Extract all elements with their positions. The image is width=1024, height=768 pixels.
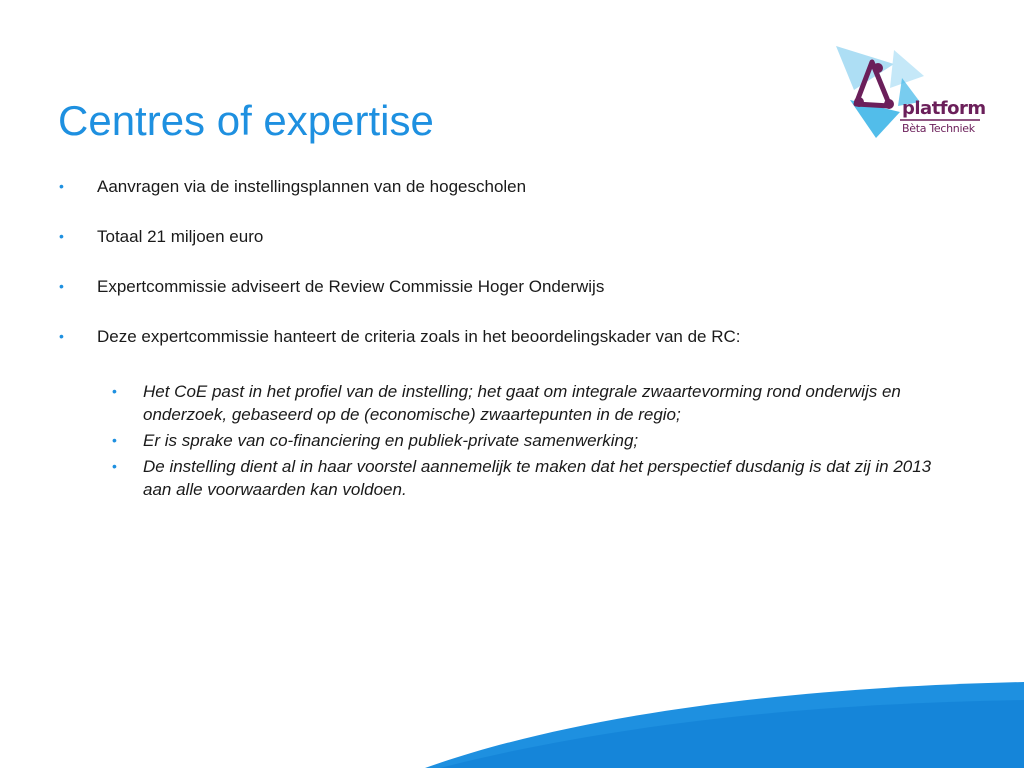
- sub-bullet-item: [112, 455, 942, 501]
- decorative-wave-icon: [0, 660, 1024, 768]
- bullet-text: Totaal 21 miljoen euro: [97, 227, 264, 246]
- sub-bullet-dot: •: [112, 458, 117, 474]
- bullet-item: [58, 326, 958, 347]
- bullet-text: Expertcommissie adviseert de Review Commissie Hoger Onderwijs: [97, 277, 605, 296]
- logo-text-main: platform: [902, 98, 986, 119]
- bullet-item: [58, 176, 958, 197]
- bullet-dot: •: [59, 278, 64, 294]
- sub-bullet-list: [112, 380, 942, 504]
- bullet-dot: •: [59, 178, 64, 194]
- bullet-text: Deze expertcommissie hanteert de criteria zoals in het beoordelingskader van de RC:: [97, 327, 741, 346]
- sub-bullet-text: Het CoE past in het profiel van de instelling; het gaat om integrale zwaartevorming rond onderwijs en onderzoek, gebaseerd op de (economische) zwaartepunten in de regio;: [143, 382, 901, 424]
- slide-title: Centres of expertise: [58, 97, 434, 144]
- bullet-dot: •: [59, 328, 64, 344]
- bullet-list: [58, 176, 958, 376]
- sub-bullet-item: [112, 429, 942, 452]
- sub-bullet-text: Er is sprake van co-financiering en publiek-private samenwerking;: [143, 431, 639, 450]
- bullet-text: Aanvragen via de instellingsplannen van de hogescholen: [97, 177, 527, 196]
- bullet-item: [58, 226, 958, 247]
- sub-bullet-text: De instelling dient al in haar voorstel aannemelijk te maken dat het perspectief dusdanig is dat zij in 2013 aan alle voorwaarden kan voldoen.: [143, 457, 932, 499]
- sub-bullet-item: [112, 380, 942, 426]
- sub-bullet-dot: •: [112, 383, 117, 399]
- logo-text-sub: Bèta Techniek: [902, 122, 975, 135]
- bullet-dot: •: [59, 228, 64, 244]
- bullet-item: [58, 276, 958, 297]
- sub-bullet-dot: •: [112, 432, 117, 448]
